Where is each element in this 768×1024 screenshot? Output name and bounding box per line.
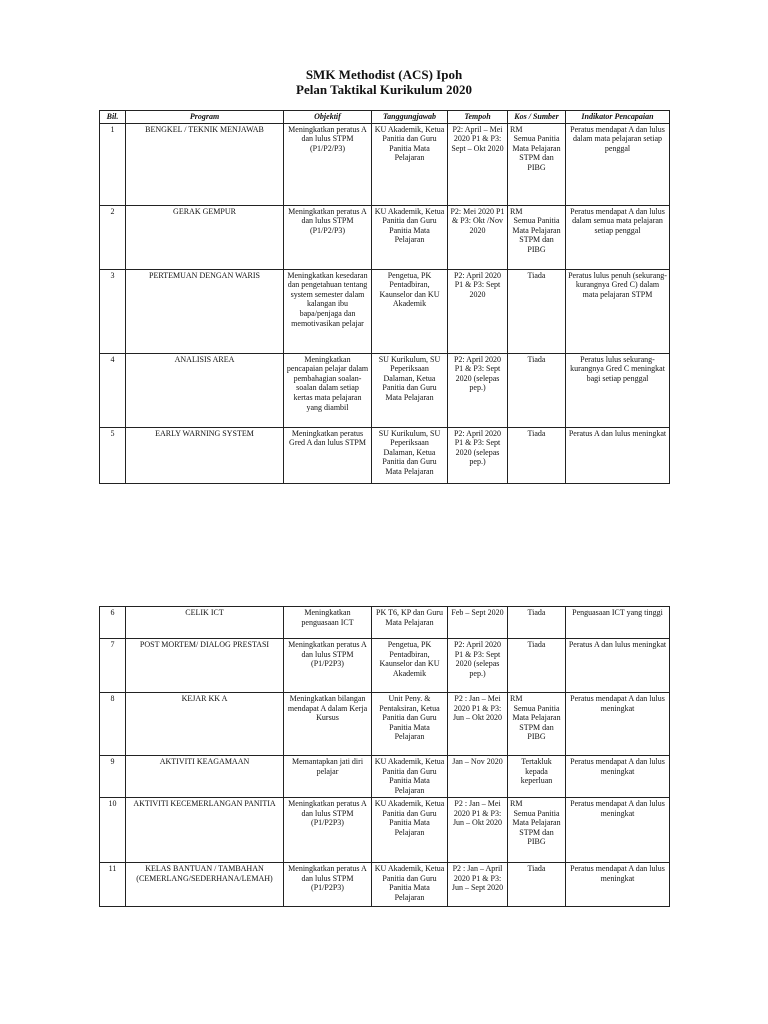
cell-program: CELIK ICT: [126, 607, 284, 639]
cell-objektif: Meningkatkan pencapaian pelajar dalam pembahagian soalan-soalan dalam setiap kertas mata pelajaran yang diambil: [284, 353, 372, 427]
table-row: [100, 607, 670, 639]
cell-tanggungjawab: KU Akademik, Ketua Panitia dan Guru Panitia Mata Pelajaran: [372, 123, 448, 205]
cell-objektif: Memantapkan jati diri pelajar: [284, 756, 372, 798]
cell-tanggungjawab: KU Akademik, Ketua Panitia dan Guru Panitia Mata Pelajaran: [372, 205, 448, 269]
table-row: [100, 427, 670, 483]
cell-indikator: Peratus mendapat A dan lulus dalam semua mata pelajaran setiap penggal: [566, 205, 670, 269]
document-title: SMK Methodist (ACS) Ipoh: [305, 67, 463, 82]
table-row: [100, 798, 670, 863]
table-row: [100, 693, 670, 756]
cell-program: AKTIVITI KECEMERLANGAN PANITIA: [126, 798, 284, 863]
kos-sumber: Tiada: [527, 864, 546, 873]
cell-program: POST MORTEM/ DIALOG PRESTASI: [126, 639, 284, 693]
cell-tempoh: Jan – Nov 2020: [448, 756, 508, 798]
cell-program: AKTIVITI KEAGAMAAN: [126, 756, 284, 798]
cell-tanggungjawab: PK T6, KP dan Guru Mata Pelajaran: [372, 607, 448, 639]
cell-kos: [508, 607, 566, 639]
table-row: [100, 639, 670, 693]
cell-tanggungjawab: SU Kurikulum, SU Peperiksaan Dalaman, Ketua Panitia dan Guru Mata Pelajaran: [372, 353, 448, 427]
cell-program: KEJAR KK A: [126, 693, 284, 756]
cell-objektif: Meningkatkan kesedaran dan pengetahuan tentang system semester dalam kalangan ibu bapa/penjaga dan memotivasikan pelajar: [284, 269, 372, 353]
table-row: [100, 353, 670, 427]
cell-program: EARLY WARNING SYSTEM: [126, 427, 284, 483]
cell-indikator: Peratus A dan lulus meningkat: [566, 639, 670, 693]
kos-rm: RM: [510, 694, 523, 703]
cell-bil: 1: [100, 123, 126, 205]
table-header-row: [100, 111, 670, 124]
cell-bil: 7: [100, 639, 126, 693]
kos-sumber: Tiada: [527, 270, 546, 280]
cell-indikator: Peratus mendapat A dan lulus meningkat: [566, 863, 670, 907]
cell-bil: 2: [100, 205, 126, 269]
header-kos: Kos / Sumber: [508, 111, 566, 124]
cell-tanggungjawab: KU Akademik, Ketua Panitia dan Guru Panitia Mata Pelajaran: [372, 863, 448, 907]
cell-indikator: Peratus mendapat A dan lulus meningkat: [566, 798, 670, 863]
cell-tempoh: P2: April 2020 P1 & P3: Sept 2020 (selepas pep.): [448, 427, 508, 483]
cell-bil: 10: [100, 798, 126, 863]
cell-indikator: Peratus A dan lulus meningkat: [566, 427, 670, 483]
cell-kos: [508, 205, 566, 269]
cell-tanggungjawab: Pengetua, PK Pentadbiran, Kaunselor dan KU Akademik: [372, 269, 448, 353]
kos-sumber: Tiada: [527, 640, 546, 649]
cell-kos: [508, 123, 566, 205]
header-tempoh: Tempoh: [448, 111, 508, 124]
cell-tempoh: P2 : Jan – Mei 2020 P1 & P3: Jun – Okt 2020: [448, 693, 508, 756]
cell-program: GERAK GEMPUR: [126, 205, 284, 269]
header-indikator: Indikator Pencapaian: [566, 111, 670, 124]
kos-sumber: Semua Panitia Mata Pelajaran STPM dan PIBG: [512, 703, 561, 742]
cell-bil: 4: [100, 353, 126, 427]
cell-kos: [508, 756, 566, 798]
cell-objektif: Meningkatkan peratus A dan lulus STPM (P1/P2P3): [284, 798, 372, 863]
cell-bil: 6: [100, 607, 126, 639]
cell-tempoh: P2: April – Mei 2020 P1 & P3: Sept – Okt 2020: [448, 123, 508, 205]
kos-rm: RM: [510, 799, 523, 808]
header-tanggungjawab: Tanggungjawab: [372, 111, 448, 124]
cell-kos: [508, 639, 566, 693]
cell-bil: 3: [100, 269, 126, 353]
cell-kos: [508, 427, 566, 483]
cell-tanggungjawab: KU Akademik, Ketua Panitia dan Guru Panitia Mata Pelajaran: [372, 756, 448, 798]
table-row: [100, 269, 670, 353]
cell-bil: 9: [100, 756, 126, 798]
cell-program: PERTEMUAN DENGAN WARIS: [126, 269, 284, 353]
cell-objektif: Meningkatkan penguasaan ICT: [284, 607, 372, 639]
cell-bil: 8: [100, 693, 126, 756]
kos-sumber: Semua Panitia Mata Pelajaran STPM dan PIBG: [512, 216, 561, 254]
cell-tempoh: P2: April 2020 P1 & P3: Sept 2020: [448, 269, 508, 353]
cell-objektif: Meningkatkan peratus A dan lulus STPM (P1/P2/P3): [284, 123, 372, 205]
cell-bil: 11: [100, 863, 126, 907]
table-row: [100, 205, 670, 269]
cell-program: ANALISIS AREA: [126, 353, 284, 427]
kos-sumber: Semua Panitia Mata Pelajaran STPM dan PIBG: [512, 134, 561, 172]
cell-objektif: Meningkatkan peratus A dan lulus STPM (P1/P2P3): [284, 863, 372, 907]
cell-indikator: Peratus mendapat A dan lulus dalam mata pelajaran setiap penggal: [566, 123, 670, 205]
plan-table-page-2: [99, 606, 670, 907]
cell-objektif: Meningkatkan peratus A dan lulus STPM (P1/P2P3): [284, 639, 372, 693]
cell-indikator: Peratus mendapat A dan lulus meningkat: [566, 756, 670, 798]
cell-kos: [508, 693, 566, 756]
cell-tanggungjawab: Unit Peny. & Pentaksiran, Ketua Panitia dan Guru Panitia Mata Pelajaran: [372, 693, 448, 756]
table-row: [100, 863, 670, 907]
cell-kos: [508, 269, 566, 353]
kos-rm: RM: [510, 206, 523, 216]
table-row: [100, 123, 670, 205]
header-objektif: Objektif: [284, 111, 372, 124]
kos-sumber: Tertakluk kepada keperluan: [520, 757, 553, 786]
cell-tempoh: P2 : Jan – Mei 2020 P1 & P3: Jun – Okt 2020: [448, 798, 508, 863]
cell-objektif: Meningkatkan bilangan mendapat A dalam Kerja Kursus: [284, 693, 372, 756]
cell-indikator: Peratus lulus sekurang-kurangnya Gred C meningkat bagi setiap penggal: [566, 353, 670, 427]
cell-kos: [508, 353, 566, 427]
cell-program: KELAS BANTUAN / TAMBAHAN (CEMERLANG/SEDERHANA/LEMAH): [126, 863, 284, 907]
cell-program: BENGKEL / TEKNIK MENJAWAB: [126, 123, 284, 205]
header-bil: Bil.: [100, 111, 126, 124]
header-program: Program: [126, 111, 284, 124]
cell-tempoh: P2: Mei 2020 P1 & P3: Okt /Nov 2020: [448, 205, 508, 269]
table-row: [100, 756, 670, 798]
cell-bil: 5: [100, 427, 126, 483]
cell-tempoh: Feb – Sept 2020: [448, 607, 508, 639]
cell-objektif: Meningkatkan peratus Gred A dan lulus STPM: [284, 427, 372, 483]
cell-tanggungjawab: SU Kurikulum, SU Peperiksaan Dalaman, Ketua Panitia dan Guru Mata Pelajaran: [372, 427, 448, 483]
cell-objektif: Meningkatkan peratus A dan lulus STPM (P1/P2/P3): [284, 205, 372, 269]
kos-sumber: Semua Panitia Mata Pelajaran STPM dan PIBG: [512, 808, 561, 847]
cell-tanggungjawab: Pengetua, PK Pentadbiran, Kaunselor dan KU Akademik: [372, 639, 448, 693]
cell-indikator: Peratus mendapat A dan lulus meningkat: [566, 693, 670, 756]
cell-kos: [508, 863, 566, 907]
cell-tempoh: P2 : Jan – April 2020 P1 & P3: Jun – Sept 2020: [448, 863, 508, 907]
cell-tempoh: P2: April 2020 P1 & P3: Sept 2020 (selepas pep.): [448, 639, 508, 693]
kos-sumber: Tiada: [527, 608, 546, 617]
cell-tanggungjawab: KU Akademik, Ketua Panitia dan Guru Panitia Mata Pelajaran: [372, 798, 448, 863]
document-subtitle: Pelan Taktikal Kurikulum 2020: [296, 82, 472, 97]
kos-sumber: Tiada: [527, 354, 546, 364]
plan-table-page-1: [99, 110, 670, 484]
kos-rm: RM: [510, 124, 523, 134]
kos-sumber: Tiada: [527, 428, 546, 438]
cell-indikator: Penguasaan ICT yang tinggi: [566, 607, 670, 639]
cell-tempoh: P2: April 2020 P1 & P3: Sept 2020 (selepas pep.): [448, 353, 508, 427]
cell-kos: [508, 798, 566, 863]
cell-indikator: Peratus lulus penuh (sekurang-kurangnya Gred C) dalam mata pelajaran STPM: [566, 269, 670, 353]
